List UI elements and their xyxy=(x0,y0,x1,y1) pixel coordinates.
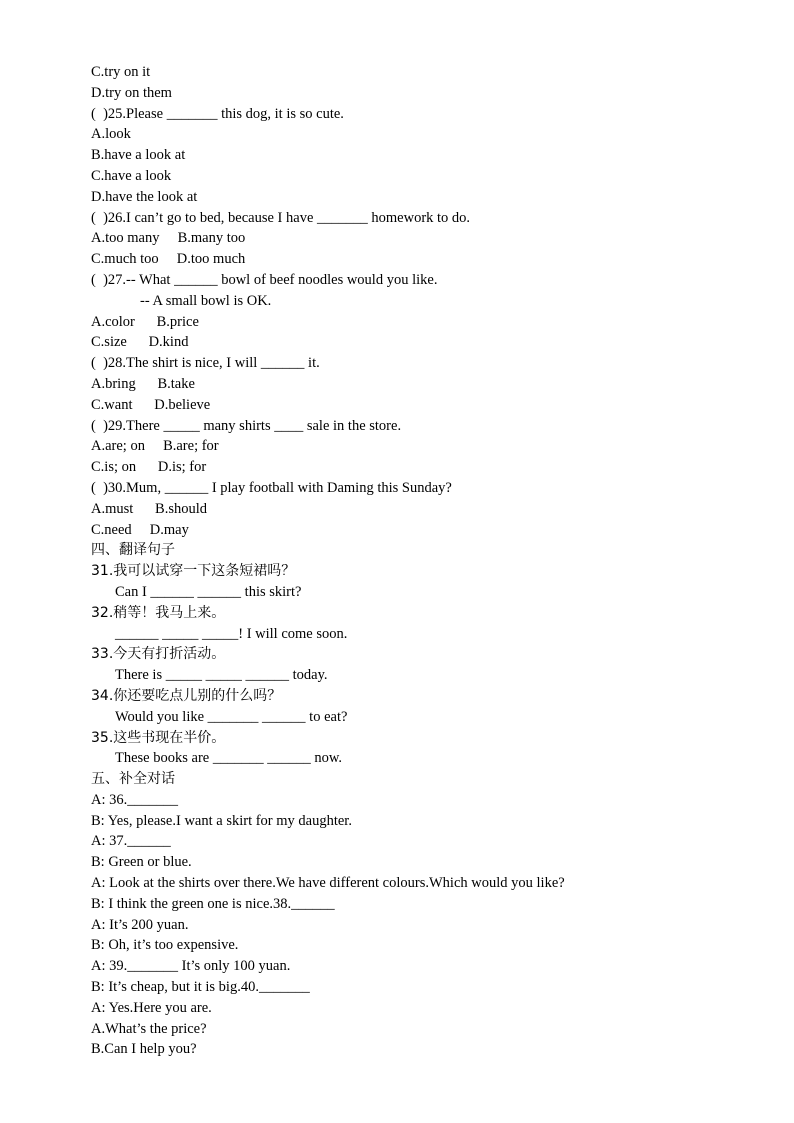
dialogue-line: A: Yes.Here you are. xyxy=(91,999,212,1016)
answer-line: There is _____ _____ ______ today. xyxy=(115,667,328,684)
option-line: A.must B.should xyxy=(91,500,208,517)
question-line: ( )29.There _____ many shirts ____ sale in the store. xyxy=(91,417,402,434)
option-line: A.are; on B.are; for xyxy=(91,438,219,455)
option-line: A.color B.price xyxy=(91,313,199,330)
option-line: C.is; on D.is; for xyxy=(91,459,207,476)
option-line: C.want D.believe xyxy=(91,396,211,413)
dialogue-line: A: Look at the shirts over there.We have different colours.Which would you like? xyxy=(91,875,565,892)
option-line: C.have a look xyxy=(91,167,172,184)
section-heading: 四、翻译句子 xyxy=(91,542,175,559)
option-line: C.size D.kind xyxy=(91,334,189,351)
option-line: D.have the look at xyxy=(91,188,198,205)
question-line: -- A small bowl is OK. xyxy=(140,292,272,309)
question-line: ( )27.-- What ______ bowl of beef noodles would you like. xyxy=(91,271,438,288)
chinese-prompt: 35.这些书现在半价。 xyxy=(91,729,226,746)
section-heading: 五、补全对话 xyxy=(91,771,175,788)
question-line: ( )26.I can’t go to bed, because I have _______ homework to do. xyxy=(91,209,471,226)
answer-line: ______ _____ _____! I will come soon. xyxy=(115,625,348,642)
dialogue-line: B: Oh, it’s too expensive. xyxy=(91,937,239,954)
dialogue-line: B: Yes, please.I want a skirt for my daughter. xyxy=(91,812,352,829)
question-line: ( )30.Mum, ______ I play football with Daming this Sunday? xyxy=(91,479,452,496)
dialogue-line: B: I think the green one is nice.38.______ xyxy=(91,895,335,912)
option-line: A.look xyxy=(91,126,131,143)
answer-line: These books are _______ ______ now. xyxy=(115,750,342,767)
chinese-prompt: 31.我可以试穿一下这条短裙吗？ xyxy=(91,563,296,580)
option-line: C.need D.may xyxy=(91,521,189,538)
question-line: ( )28.The shirt is nice, I will ______ it. xyxy=(91,355,320,372)
dialogue-line: A: 39._______ It’s only 100 yuan. xyxy=(91,958,291,975)
chinese-prompt: 33.今天有打折活动。 xyxy=(91,646,226,663)
option-line: A.What’s the price? xyxy=(91,1020,207,1037)
dialogue-line: A: It’s 200 yuan. xyxy=(91,916,189,933)
answer-line: Would you like _______ ______ to eat? xyxy=(115,708,348,725)
question-line: ( )25.Please _______ this dog, it is so cute. xyxy=(91,105,344,122)
chinese-prompt: 34.你还要吃点儿别的什么吗？ xyxy=(91,687,282,704)
option-line: A.too many B.many too xyxy=(91,230,246,247)
option-line: D.try on them xyxy=(91,84,172,101)
dialogue-line: B: Green or blue. xyxy=(91,854,192,871)
answer-line: Can I ______ ______ this skirt? xyxy=(115,583,302,600)
dialogue-line: A: 36._______ xyxy=(91,791,178,808)
option-line: A.bring B.take xyxy=(91,375,195,392)
option-line: C.much too D.too much xyxy=(91,251,246,268)
option-line: C.try on it xyxy=(91,64,151,80)
dialogue-line: B: It’s cheap, but it is big.40._______ xyxy=(91,979,310,996)
option-line: B.have a look at xyxy=(91,147,186,164)
dialogue-line: A: 37.______ xyxy=(91,833,171,850)
chinese-prompt: 32.稍等！我马上来。 xyxy=(91,604,226,621)
worksheet-page xyxy=(91,62,771,1060)
option-line: B.Can I help you? xyxy=(91,1041,197,1058)
